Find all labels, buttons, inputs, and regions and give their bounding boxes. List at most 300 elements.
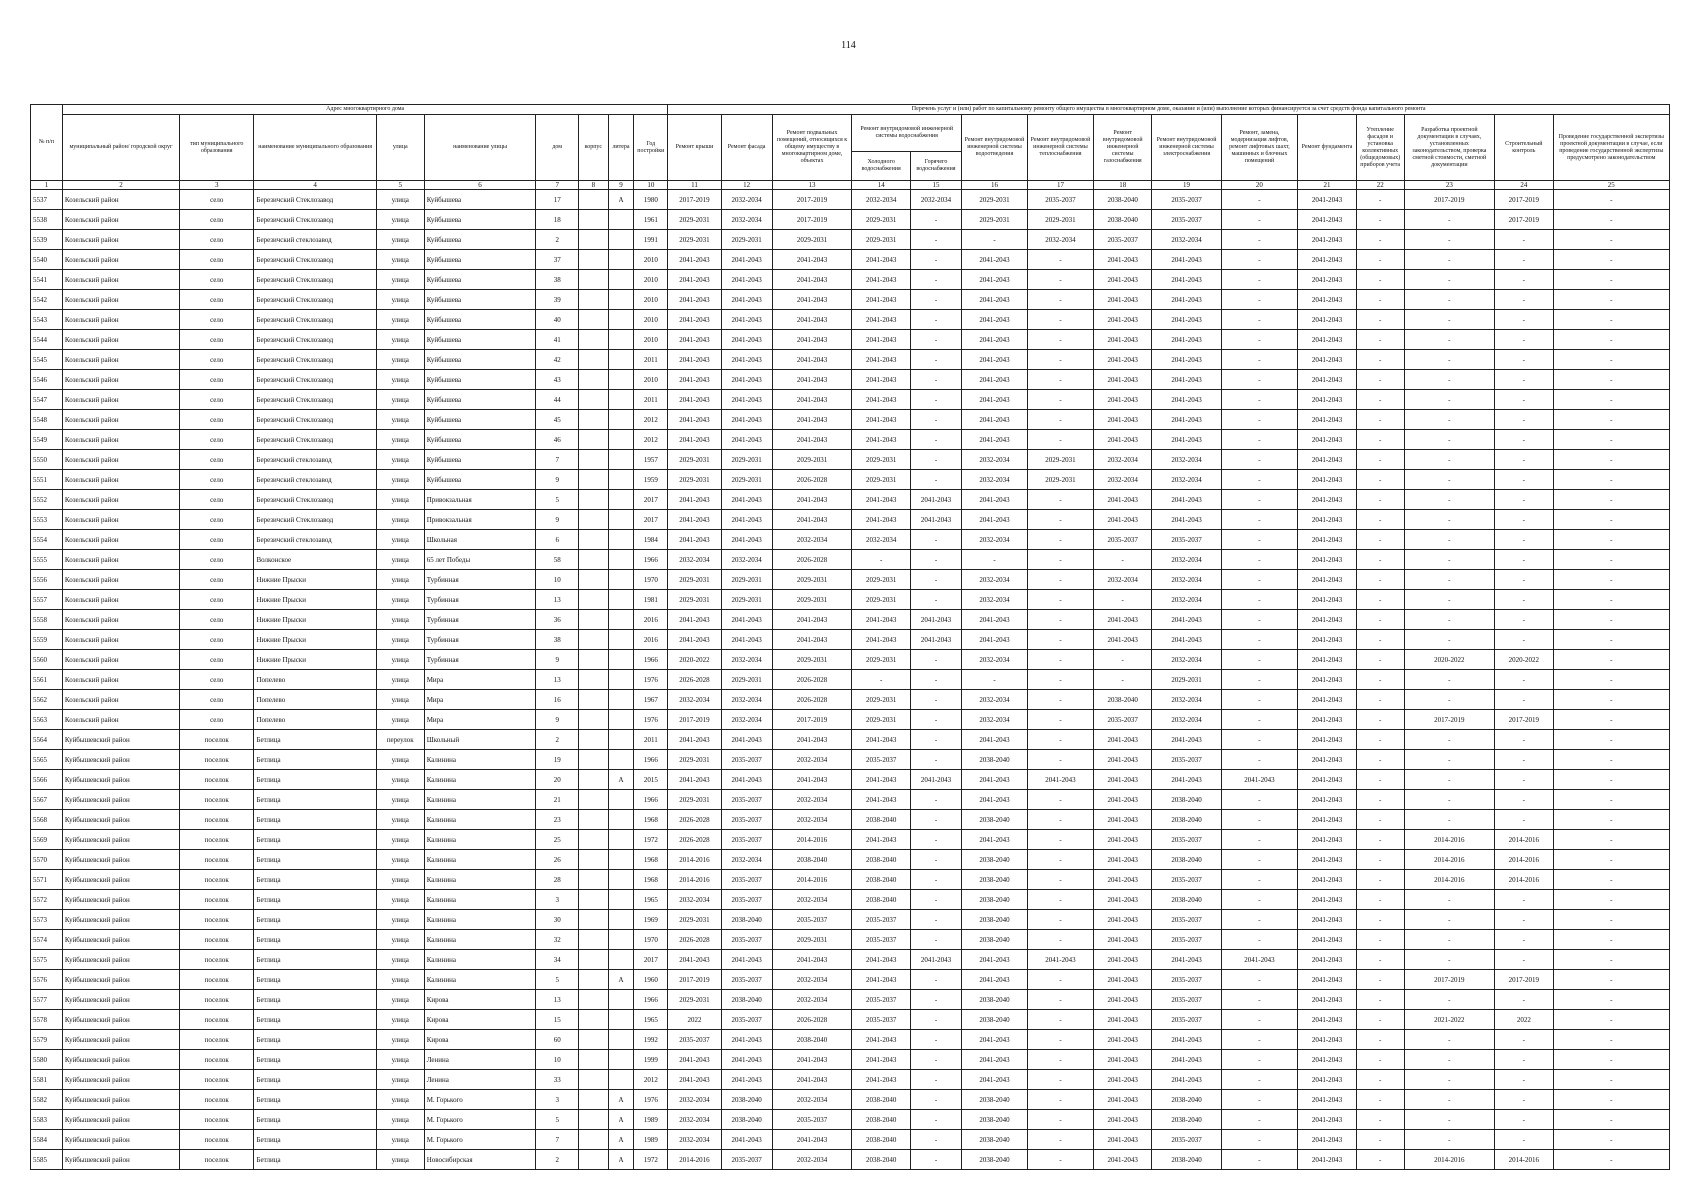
table-cell: Куйбышевский район xyxy=(62,1050,179,1070)
table-cell: 2041-2043 xyxy=(1093,270,1152,290)
table-cell xyxy=(578,830,608,850)
table-cell: - xyxy=(1221,830,1298,850)
table-cell: село xyxy=(179,330,253,350)
table-cell: поселок xyxy=(179,850,253,870)
table-cell: 2041-2043 xyxy=(1093,910,1152,930)
table-cell: 5584 xyxy=(31,1130,63,1150)
table-cell: - xyxy=(1495,1110,1554,1130)
table-cell: 2026-2028 xyxy=(668,810,721,830)
table-cell: Козельский район xyxy=(62,370,179,390)
table-cell: 2041-2043 xyxy=(721,530,772,550)
table-cell: 2032-2034 xyxy=(962,530,1028,550)
table-cell: 2038-2040 xyxy=(1152,1150,1221,1170)
table-cell xyxy=(608,670,634,690)
table-cell: Кирова xyxy=(424,1010,536,1030)
table-cell: - xyxy=(1221,490,1298,510)
table-cell: 2041-2043 xyxy=(1298,1130,1357,1150)
table-cell: - xyxy=(1553,430,1669,450)
table-cell: Мира xyxy=(424,670,536,690)
table-cell: 2010 xyxy=(634,370,668,390)
table-cell: - xyxy=(1027,530,1093,550)
table-cell: - xyxy=(1027,410,1093,430)
table-cell: Березичский Стеклозавод xyxy=(254,270,376,290)
table-cell: - xyxy=(910,330,961,350)
table-cell: улица xyxy=(376,350,424,370)
table-cell: 1980 xyxy=(634,190,668,210)
table-cell: - xyxy=(1495,450,1554,470)
table-cell: 2041-2043 xyxy=(772,1050,852,1070)
table-cell: 2041-2043 xyxy=(668,610,721,630)
col-header-mo-type: тип муниципального образования xyxy=(179,115,253,181)
column-number: 13 xyxy=(772,181,852,190)
table-cell: - xyxy=(1356,930,1404,950)
table-row xyxy=(31,790,1670,810)
table-cell: 2041-2043 xyxy=(852,430,911,450)
table-cell: село xyxy=(179,310,253,330)
table-row xyxy=(31,450,1670,470)
table-cell: - xyxy=(910,450,961,470)
table-cell: - xyxy=(1356,670,1404,690)
table-cell: 2041-2043 xyxy=(1093,430,1152,450)
table-cell: Калинина xyxy=(424,870,536,890)
table-cell: 2041-2043 xyxy=(721,410,772,430)
table-cell xyxy=(608,250,634,270)
table-cell: Березичский Стеклозавод xyxy=(254,430,376,450)
table-cell: - xyxy=(1495,270,1554,290)
table-cell: улица xyxy=(376,870,424,890)
table-cell: 2029-2031 xyxy=(668,990,721,1010)
table-cell: улица xyxy=(376,690,424,710)
table-cell: Козельский район xyxy=(62,390,179,410)
table-cell: - xyxy=(1404,410,1494,430)
col-header-facade: Ремонт фасада xyxy=(721,115,772,181)
table-cell: 2041-2043 xyxy=(1298,470,1357,490)
table-cell: 5543 xyxy=(31,310,63,330)
table-cell: 2041-2043 xyxy=(852,250,911,270)
table-cell: 16 xyxy=(536,690,579,710)
table-cell: 2029-2031 xyxy=(721,570,772,590)
table-cell: - xyxy=(1495,1130,1554,1150)
table-cell: 2041-2043 xyxy=(962,350,1028,370)
table-cell: 2041-2043 xyxy=(1093,250,1152,270)
table-cell: 1960 xyxy=(634,970,668,990)
table-cell: 2041-2043 xyxy=(1298,310,1357,330)
table-cell: - xyxy=(910,890,961,910)
table-cell: 2041-2043 xyxy=(1093,510,1152,530)
table-cell: - xyxy=(1027,690,1093,710)
table-cell: - xyxy=(1553,1110,1669,1130)
table-cell: 2041-2043 xyxy=(1093,1090,1152,1110)
table-cell: - xyxy=(1356,1130,1404,1150)
table-cell: 2014-2016 xyxy=(668,850,721,870)
table-cell: - xyxy=(1027,810,1093,830)
table-cell: 2035-2037 xyxy=(772,1110,852,1130)
table-cell: 2041-2043 xyxy=(721,370,772,390)
table-cell: 2041-2043 xyxy=(962,330,1028,350)
table-cell: - xyxy=(1356,490,1404,510)
table-cell xyxy=(578,390,608,410)
table-cell: 2041-2043 xyxy=(1093,410,1152,430)
table-cell: 5542 xyxy=(31,290,63,310)
table-cell: 2041-2043 xyxy=(1027,950,1093,970)
table-cell: 2032-2034 xyxy=(962,470,1028,490)
table-cell: - xyxy=(1356,690,1404,710)
table-cell: Куйбышевский район xyxy=(62,750,179,770)
col-header-letter: литера xyxy=(608,115,634,181)
table-cell: Березичский стеклозавод xyxy=(254,450,376,470)
table-cell: 1959 xyxy=(634,470,668,490)
table-cell: 33 xyxy=(536,1070,579,1090)
table-cell xyxy=(608,510,634,530)
table-cell: - xyxy=(910,690,961,710)
table-cell: 2011 xyxy=(634,350,668,370)
table-cell: 2041-2043 xyxy=(721,350,772,370)
table-cell: Куйбышевский район xyxy=(62,990,179,1010)
table-cell: - xyxy=(910,310,961,330)
table-cell: 5 xyxy=(536,1110,579,1130)
table-cell: - xyxy=(1553,230,1669,250)
table-cell: Бетлица xyxy=(254,890,376,910)
table-cell: - xyxy=(1356,850,1404,870)
table-cell: - xyxy=(962,230,1028,250)
table-cell: - xyxy=(1553,950,1669,970)
table-cell: 2038-2040 xyxy=(962,890,1028,910)
table-cell: - xyxy=(1093,590,1152,610)
table-cell: - xyxy=(1553,670,1669,690)
table-cell: 2041-2043 xyxy=(1298,690,1357,710)
table-cell: - xyxy=(1356,190,1404,210)
table-cell: 1969 xyxy=(634,910,668,930)
table-cell: М. Горького xyxy=(424,1110,536,1130)
table-row xyxy=(31,810,1670,830)
table-cell: 5538 xyxy=(31,210,63,230)
table-cell: 2029-2031 xyxy=(668,910,721,930)
table-cell: - xyxy=(1221,430,1298,450)
table-cell: 5569 xyxy=(31,830,63,850)
table-cell: 2029-2031 xyxy=(852,590,911,610)
table-cell: - xyxy=(1404,210,1494,230)
table-cell: - xyxy=(910,650,961,670)
table-cell: 2041-2043 xyxy=(668,1050,721,1070)
table-cell: Мира xyxy=(424,690,536,710)
table-cell: - xyxy=(910,1130,961,1150)
table-cell: 2041-2043 xyxy=(1298,390,1357,410)
table-cell: Нижние Прыски xyxy=(254,570,376,590)
table-cell: 2029-2031 xyxy=(852,470,911,490)
table-cell: 2041-2043 xyxy=(962,390,1028,410)
table-cell: улица xyxy=(376,670,424,690)
table-cell: 2041-2043 xyxy=(1298,830,1357,850)
table-cell: - xyxy=(1356,230,1404,250)
table-cell: 2035-2037 xyxy=(1027,190,1093,210)
table-cell: 2038-2040 xyxy=(1152,890,1221,910)
table-cell: 2041-2043 xyxy=(1298,510,1357,530)
table-cell: 2035-2037 xyxy=(721,1010,772,1030)
table-cell: 2035-2037 xyxy=(852,750,911,770)
table-cell: Волконское xyxy=(254,550,376,570)
table-cell: 2041-2043 xyxy=(1298,950,1357,970)
table-cell: - xyxy=(1221,790,1298,810)
col-header-roof: Ремонт крыши xyxy=(668,115,721,181)
table-cell: 2041-2043 xyxy=(962,510,1028,530)
table-cell: - xyxy=(1221,410,1298,430)
table-cell: 2041-2043 xyxy=(668,410,721,430)
table-cell: 2041-2043 xyxy=(1152,1050,1221,1070)
table-cell: 5557 xyxy=(31,590,63,610)
table-cell: 2032-2034 xyxy=(721,210,772,230)
table-cell: Куйбышева xyxy=(424,350,536,370)
table-cell: Куйбышева xyxy=(424,410,536,430)
table-cell: 2041-2043 xyxy=(1093,850,1152,870)
table-cell: 1966 xyxy=(634,990,668,1010)
table-cell: улица xyxy=(376,1090,424,1110)
table-cell: - xyxy=(1404,750,1494,770)
table-cell: Бетлица xyxy=(254,830,376,850)
table-row xyxy=(31,610,1670,630)
table-cell: улица xyxy=(376,390,424,410)
table-cell: поселок xyxy=(179,790,253,810)
table-cell xyxy=(608,930,634,950)
table-cell: поселок xyxy=(179,1090,253,1110)
table-cell: - xyxy=(1553,310,1669,330)
table-cell: - xyxy=(1221,1150,1298,1170)
table-cell: - xyxy=(1553,530,1669,550)
table-cell: - xyxy=(1221,1050,1298,1070)
table-cell: 2041-2043 xyxy=(852,290,911,310)
table-cell: 5566 xyxy=(31,770,63,790)
table-cell: - xyxy=(910,810,961,830)
table-cell: 2041-2043 xyxy=(772,490,852,510)
table-row xyxy=(31,1110,1670,1130)
table-cell: Попелево xyxy=(254,710,376,730)
table-cell: 2041-2043 xyxy=(1152,730,1221,750)
table-cell: 2041-2043 xyxy=(852,350,911,370)
table-cell xyxy=(578,530,608,550)
table-cell: 2041-2043 xyxy=(1093,330,1152,350)
table-cell: 2014-2016 xyxy=(1404,850,1494,870)
table-cell: 1981 xyxy=(634,590,668,610)
table-row xyxy=(31,1150,1670,1170)
table-cell: поселок xyxy=(179,890,253,910)
table-cell: улица xyxy=(376,570,424,590)
table-cell: 2041-2043 xyxy=(1298,490,1357,510)
table-cell: А xyxy=(608,1130,634,1150)
table-cell: 2032-2034 xyxy=(1152,690,1221,710)
page-number: 114 xyxy=(841,40,856,51)
table-cell: - xyxy=(1553,970,1669,990)
table-cell: 2032-2034 xyxy=(721,550,772,570)
table-cell: - xyxy=(1221,590,1298,610)
table-cell: 2041-2043 xyxy=(668,1070,721,1090)
table-cell: Калинина xyxy=(424,770,536,790)
table-cell: 2041-2043 xyxy=(1298,630,1357,650)
table-cell: - xyxy=(1221,730,1298,750)
table-cell: 2032-2034 xyxy=(1027,230,1093,250)
table-cell: - xyxy=(1404,810,1494,830)
table-cell: 2041-2043 xyxy=(721,1030,772,1050)
table-cell: 2041-2043 xyxy=(1298,1050,1357,1070)
table-cell: - xyxy=(1553,1090,1669,1110)
table-cell: - xyxy=(1553,790,1669,810)
table-cell: - xyxy=(910,850,961,870)
table-cell: Турбинная xyxy=(424,610,536,630)
table-cell: - xyxy=(1221,910,1298,930)
table-cell: 2041-2043 xyxy=(852,410,911,430)
table-cell: 2041-2043 xyxy=(962,270,1028,290)
table-cell xyxy=(608,590,634,610)
table-cell: улица xyxy=(376,510,424,530)
table-cell xyxy=(608,410,634,430)
table-cell: 2032-2034 xyxy=(668,890,721,910)
table-cell: - xyxy=(1553,590,1669,610)
table-cell xyxy=(578,1010,608,1030)
table-row xyxy=(31,590,1670,610)
table-cell: - xyxy=(1553,850,1669,870)
table-cell: - xyxy=(1221,570,1298,590)
table-cell: - xyxy=(1404,370,1494,390)
column-number: 16 xyxy=(962,181,1028,190)
table-cell: Кирова xyxy=(424,990,536,1010)
table-cell: 2032-2034 xyxy=(668,1130,721,1150)
table-cell: улица xyxy=(376,410,424,430)
table-cell: 30 xyxy=(536,910,579,930)
table-cell xyxy=(578,350,608,370)
table-cell: 2041-2043 xyxy=(668,630,721,650)
table-cell: 2017-2019 xyxy=(772,210,852,230)
column-number: 11 xyxy=(668,181,721,190)
table-cell: 2041-2043 xyxy=(1152,630,1221,650)
col-header-design-docs: Разработка проектной документации в случаях, установленных законодательством, проверка сметной стоимости, сметной документации xyxy=(1404,115,1494,181)
table-cell xyxy=(608,630,634,650)
table-cell: Куйбышевский район xyxy=(62,830,179,850)
table-cell: - xyxy=(1495,750,1554,770)
table-cell: 2041-2043 xyxy=(721,430,772,450)
table-cell: Козельский район xyxy=(62,670,179,690)
table-cell: 1965 xyxy=(634,890,668,910)
table-cell: - xyxy=(1553,1030,1669,1050)
table-cell xyxy=(578,850,608,870)
table-cell xyxy=(608,430,634,450)
table-cell: 2038-2040 xyxy=(852,1090,911,1110)
col-header-num: № п/п xyxy=(31,105,63,181)
table-cell: - xyxy=(1404,1030,1494,1050)
table-cell: 5580 xyxy=(31,1050,63,1070)
table-cell: 2041-2043 xyxy=(1298,270,1357,290)
table-cell: 2029-2031 xyxy=(668,790,721,810)
table-cell xyxy=(578,490,608,510)
table-cell: - xyxy=(1553,770,1669,790)
table-cell: - xyxy=(910,670,961,690)
table-cell: - xyxy=(1553,510,1669,530)
table-cell: 2032-2034 xyxy=(668,550,721,570)
column-number: 19 xyxy=(1152,181,1221,190)
table-cell: - xyxy=(1404,350,1494,370)
table-cell: 2041-2043 xyxy=(852,1070,911,1090)
table-cell: Березичский Стеклозавод xyxy=(254,330,376,350)
table-cell: - xyxy=(1093,550,1152,570)
table-cell: 2017 xyxy=(634,950,668,970)
table-cell: - xyxy=(1495,430,1554,450)
table-cell: Козельский район xyxy=(62,510,179,530)
table-cell xyxy=(578,1030,608,1050)
table-cell: 2041-2043 xyxy=(1093,830,1152,850)
table-cell: 2032-2034 xyxy=(772,970,852,990)
table-cell: 2041-2043 xyxy=(668,510,721,530)
table-cell: улица xyxy=(376,190,424,210)
table-cell: - xyxy=(910,970,961,990)
table-cell: Козельский район xyxy=(62,310,179,330)
table-cell: 2010 xyxy=(634,270,668,290)
table-cell: - xyxy=(1356,990,1404,1010)
table-cell: 2041-2043 xyxy=(668,490,721,510)
table-cell: 1968 xyxy=(634,870,668,890)
header-services-group: Перечень услуг и (или) работ по капитальному ремонту общего имущества в многоквартирном доме, оказание и (или) выполнение которых финансируется за счет средств фонда капитального ремонта xyxy=(668,105,1670,115)
column-number: 25 xyxy=(1553,181,1669,190)
table-cell: 2029-2031 xyxy=(772,930,852,950)
table-cell: - xyxy=(1495,810,1554,830)
table-cell: - xyxy=(1553,690,1669,710)
table-cell: 2041-2043 xyxy=(1298,290,1357,310)
table-cell: 5570 xyxy=(31,850,63,870)
table-cell: 2041-2043 xyxy=(1152,430,1221,450)
table-cell xyxy=(578,870,608,890)
table-cell: 2041-2043 xyxy=(962,770,1028,790)
table-cell: 2032-2034 xyxy=(962,590,1028,610)
table-cell: - xyxy=(1356,730,1404,750)
table-cell: Куйбышевский район xyxy=(62,810,179,830)
table-cell: - xyxy=(1553,570,1669,590)
table-row xyxy=(31,950,1670,970)
table-cell: 2029-2031 xyxy=(721,670,772,690)
table-cell: 7 xyxy=(536,450,579,470)
table-cell: 1966 xyxy=(634,750,668,770)
table-cell: - xyxy=(1495,290,1554,310)
table-cell: 1966 xyxy=(634,790,668,810)
table-cell: Куйбышевский район xyxy=(62,1070,179,1090)
table-cell: 9 xyxy=(536,650,579,670)
table-cell: Козельский район xyxy=(62,690,179,710)
table-cell: - xyxy=(1356,610,1404,630)
table-cell: 2041-2043 xyxy=(1298,230,1357,250)
table-cell: 2041-2043 xyxy=(1298,590,1357,610)
table-cell: 2038-2040 xyxy=(1093,190,1152,210)
table-cell: село xyxy=(179,610,253,630)
table-cell xyxy=(578,210,608,230)
table-cell: улица xyxy=(376,650,424,670)
table-cell: 2041-2043 xyxy=(772,270,852,290)
table-cell: 2041-2043 xyxy=(1298,430,1357,450)
table-cell: 2012 xyxy=(634,410,668,430)
table-cell: 2 xyxy=(536,730,579,750)
table-cell: 2026-2028 xyxy=(668,930,721,950)
table-cell: - xyxy=(910,350,961,370)
table-cell: Козельский район xyxy=(62,610,179,630)
table-cell: 2041-2043 xyxy=(772,770,852,790)
table-cell: поселок xyxy=(179,930,253,950)
table-cell: 2041-2043 xyxy=(721,290,772,310)
table-cell: улица xyxy=(376,290,424,310)
table-cell: 5551 xyxy=(31,470,63,490)
table-cell: улица xyxy=(376,450,424,470)
table-cell: 2014-2016 xyxy=(1404,1150,1494,1170)
table-cell: 1970 xyxy=(634,930,668,950)
table-cell: - xyxy=(910,1050,961,1070)
table-row xyxy=(31,850,1670,870)
table-cell: - xyxy=(1553,890,1669,910)
table-cell: Нижние Прыски xyxy=(254,610,376,630)
table-cell: - xyxy=(1495,910,1554,930)
table-cell xyxy=(578,570,608,590)
